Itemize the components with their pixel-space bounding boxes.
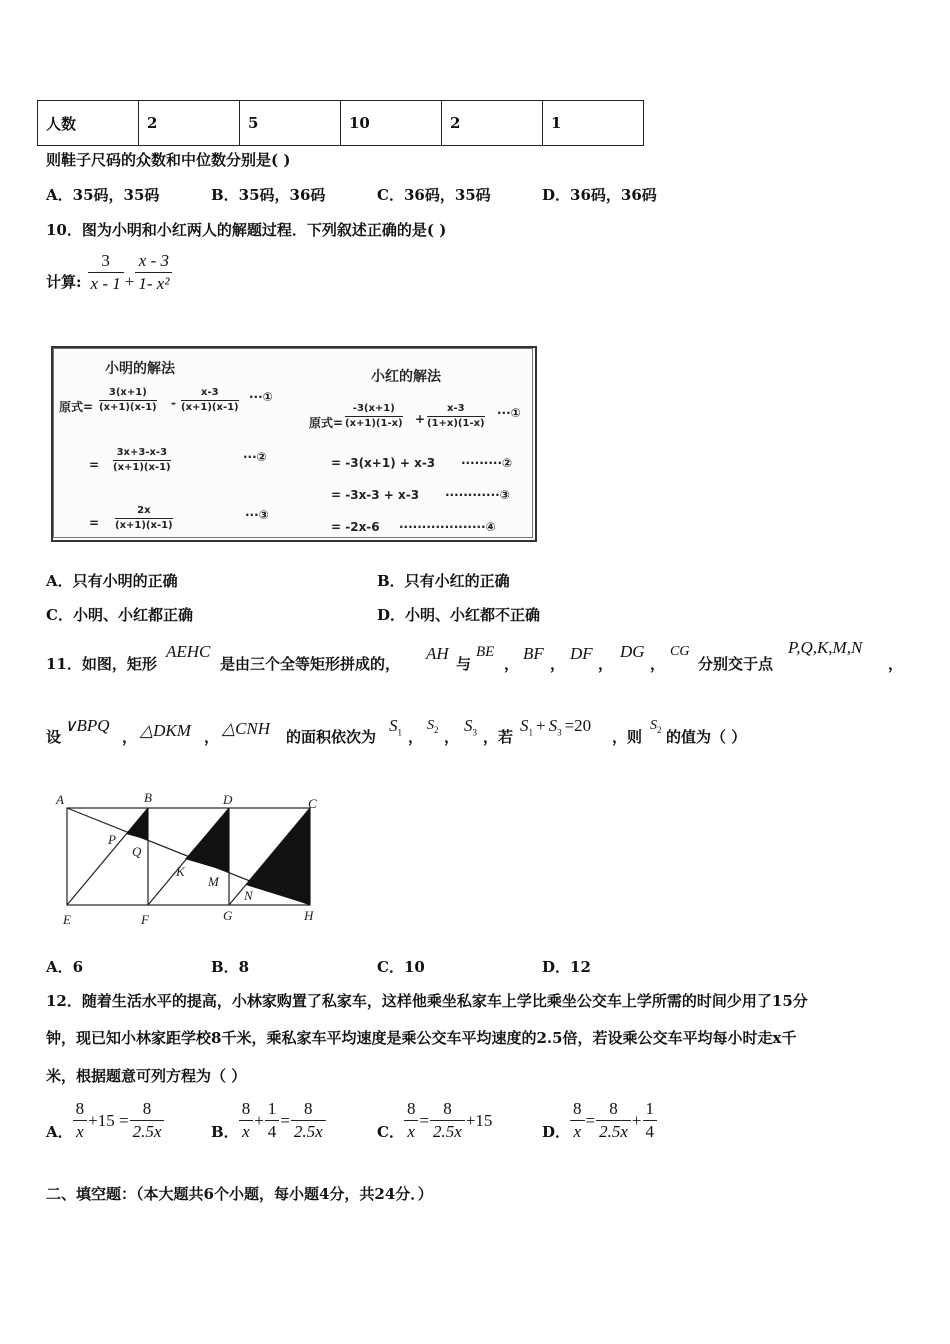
q12-option-b — [211, 1098, 326, 1143]
fraction: $\frac{8}{2.5x}$ — [430, 1098, 465, 1143]
fraction: $\frac{x - 3}{\text{1- x²}}$ — [135, 250, 172, 295]
table-cell: 2 — [442, 101, 543, 146]
q9-option-c: C．36码，35码 — [377, 186, 491, 204]
q11-text: 是由三个全等矩形拼成的， — [220, 655, 401, 673]
operator: = — [585, 1110, 596, 1130]
xiaoming-line1-label: 原式= — [59, 400, 94, 414]
triangle-cnh — [246, 808, 310, 905]
q11-option-c: C．10 — [377, 958, 425, 976]
label-d: D — [223, 792, 233, 807]
q11-equation — [520, 716, 591, 737]
fraction: $\frac{8}{2.5x}$ — [291, 1098, 326, 1143]
xiaohong-line4: = -2x-6 — [331, 520, 380, 534]
operator: +15 — [465, 1110, 493, 1130]
xiaoming-frac: x-3 (x+1)(x-1) — [181, 387, 239, 413]
q12-option-d — [542, 1098, 657, 1143]
q11-text: 11．如图，矩形 — [46, 655, 157, 673]
label-c: C — [308, 796, 317, 811]
q10-option-a: A．只有小明的正确 — [46, 572, 178, 590]
operator: = — [280, 1110, 290, 1130]
q11-option-d: D．12 — [542, 958, 591, 976]
label-m: M — [208, 874, 219, 889]
fraction: $\frac{8}{2.5x}$ — [130, 1098, 165, 1143]
q11-text: 的面积依次为 — [286, 728, 377, 746]
xiaohong-mark-2: ·········② — [461, 456, 513, 470]
xiaoming-frac: 3(x+1) (x+1)(x-1) — [99, 387, 157, 413]
xiaoming-frac: 3x+3-x-3 (x+1)(x-1) — [113, 447, 171, 473]
triangle-dkm — [185, 808, 229, 872]
q11-text: ， — [888, 655, 904, 673]
q11-math: △DKM — [140, 721, 191, 740]
label-k: K — [176, 864, 185, 879]
subscript: 3 — [557, 727, 562, 738]
q11-math — [389, 716, 402, 737]
s-symbol: S — [548, 716, 558, 735]
operator: + — [254, 1110, 264, 1130]
q12-option-c — [377, 1098, 493, 1143]
xiaohong-frac: -3(x+1) (x+1)(1-x) — [345, 403, 403, 429]
subscript: 3 — [472, 727, 477, 738]
q11-math — [650, 718, 662, 735]
q11-text: 设 — [46, 728, 62, 746]
triangle-bpq — [126, 808, 148, 840]
q10-expression — [46, 250, 172, 295]
equals-value: =20 — [564, 716, 592, 735]
q10-option-c: C．小明、小红都正确 — [46, 606, 193, 624]
q9-option-b: B．35码，36码 — [211, 186, 326, 204]
xiaoming-mark-1: ···① — [249, 390, 273, 404]
s-symbol: S — [520, 716, 529, 735]
fraction: $\frac{8}{x}$ — [239, 1098, 254, 1143]
fraction: $\frac{1}{4}$ — [265, 1098, 280, 1143]
q11-math — [427, 718, 439, 735]
table-cell: 10 — [341, 101, 442, 146]
xiaohong-mark-1: ···① — [497, 406, 521, 420]
shoe-size-table — [37, 100, 644, 146]
q11-text: ， — [504, 655, 520, 673]
q11-text: ， — [598, 655, 614, 673]
q11-text: ，则 — [612, 728, 643, 746]
s-symbol: S — [650, 718, 657, 733]
s-symbol: S — [389, 716, 398, 735]
xiaoming-eq: = — [89, 458, 100, 472]
xiaohong-line1-label: 原式= — [309, 416, 344, 430]
q10-option-d: D．小明、小红都不正确 — [377, 606, 541, 624]
q11-option-a: A．6 — [46, 958, 84, 976]
q11-math — [464, 716, 477, 737]
q11-math: DF — [570, 644, 593, 663]
q11-text: ，若 — [483, 728, 514, 746]
label-f: F — [141, 912, 149, 927]
xiaohong-line2: = -3(x+1) + x-3 — [331, 456, 436, 470]
q11-math: AEHC — [166, 642, 211, 661]
q11-math: BE — [476, 644, 495, 660]
xiaoming-mark-3: ···③ — [245, 508, 269, 522]
label-g: G — [223, 908, 233, 923]
subscript: 2 — [434, 724, 439, 735]
q9-option-a: A．35码，35码 — [46, 186, 160, 204]
q11-text: 分别交于点 — [698, 655, 774, 673]
xiaoming-eq: = — [89, 516, 100, 530]
xiaohong-line3: = -3x-3 + x-3 — [331, 488, 420, 502]
label-e: E — [63, 912, 71, 927]
q11-math: AH — [426, 644, 449, 663]
q12-line3: 米，根据题意可列方程为（ ） — [46, 1067, 247, 1085]
q11-math: ∨BPQ — [64, 716, 110, 735]
xiaoming-frac: 2x (x+1)(x-1) — [115, 505, 173, 531]
option-label: C． — [377, 1122, 404, 1141]
q10-stem: 10．图为小明和小红两人的解题过程．下列叙述正确的是( ) — [46, 221, 447, 239]
q11-math: △CNH — [222, 719, 271, 738]
q11-math: BF — [523, 644, 544, 663]
plus-sign: + — [536, 716, 546, 735]
q11-text: 与 — [456, 655, 472, 673]
subscript: 2 — [657, 724, 662, 735]
xiaoming-op: - — [171, 396, 176, 410]
q11-option-b: B．8 — [211, 958, 250, 976]
calc-label: 计算: — [46, 272, 82, 291]
xiaoming-mark-2: ···② — [243, 450, 267, 464]
solution-image — [51, 346, 537, 542]
label-h: H — [304, 908, 314, 923]
q11-line2 — [46, 716, 906, 750]
xiaohong-op: + — [415, 412, 426, 426]
label-b: B — [144, 790, 152, 805]
q11-text: 的值为（ ） — [666, 728, 747, 746]
q11-text: ， — [204, 728, 220, 746]
rectangle-figure — [50, 788, 340, 930]
option-label: B． — [211, 1122, 239, 1141]
table-cell: 1 — [543, 101, 644, 146]
xiaohong-mark-4: ···················④ — [399, 520, 496, 534]
operator: +15 = — [88, 1110, 129, 1130]
fraction: $\frac{1}{4}$ — [643, 1098, 658, 1143]
q11-text: ， — [650, 655, 666, 673]
q11-math: P,Q,K,M,N — [788, 638, 863, 657]
label-p: P — [108, 832, 116, 847]
subscript: 1 — [397, 727, 402, 738]
xiaohong-frac: x-3 (1+x)(1-x) — [427, 403, 485, 429]
fraction: $\frac{3}{x - 1}$ — [88, 250, 124, 295]
option-label: D． — [542, 1122, 571, 1141]
table-cell: 2 — [139, 101, 240, 146]
s-symbol: S — [464, 716, 473, 735]
s-symbol: S — [427, 718, 434, 733]
q11-line1 — [46, 638, 906, 678]
q11-text: ， — [444, 728, 460, 746]
fraction: $\frac{8}{x}$ — [404, 1098, 419, 1143]
q12-option-a — [46, 1098, 164, 1143]
operator: + — [631, 1110, 642, 1130]
operator: = — [419, 1110, 430, 1130]
q9-option-d: D．36码，36码 — [542, 186, 657, 204]
q11-text: ， — [550, 655, 566, 673]
q10-option-b: B．只有小红的正确 — [377, 572, 510, 590]
option-label: A． — [46, 1122, 73, 1141]
fraction: $\frac{8}{x}$ — [73, 1098, 88, 1143]
q12-line2: 钟，现已知小林家距学校8千米，乘私家车平均速度是乘公交车平均速度的2.5倍，若设乘公交车平均每小时走x千 — [46, 1029, 797, 1047]
plus-sign: + — [124, 271, 135, 291]
table-row — [38, 101, 644, 146]
table-cell: 人数 — [38, 101, 139, 146]
xiaoming-title: 小明的解法 — [105, 361, 175, 377]
label-q: Q — [132, 844, 142, 859]
fraction: $\frac{8}{2.5x}$ — [596, 1098, 631, 1143]
xiaohong-title: 小红的解法 — [371, 369, 441, 385]
q11-math: CG — [670, 644, 690, 659]
label-n: N — [244, 888, 253, 903]
table-cell: 5 — [240, 101, 341, 146]
q11-math: DG — [620, 642, 645, 661]
fraction: $\frac{8}{x}$ — [570, 1098, 585, 1143]
q11-text: ， — [122, 728, 138, 746]
section-title: 二、填空题：（本大题共6个小题，每小题4分，共24分．） — [46, 1185, 433, 1203]
subscript: 1 — [528, 727, 533, 738]
q9-stem: 则鞋子尺码的众数和中位数分别是( ) — [46, 151, 291, 169]
xiaohong-mark-3: ············③ — [445, 488, 510, 502]
q11-text: ， — [408, 728, 424, 746]
label-a: A — [56, 792, 64, 807]
q12-line1: 12．随着生活水平的提高，小林家购置了私家车，这样他乘坐私家车上学比乘坐公交车上学所需的时间少用了15分 — [46, 992, 808, 1010]
